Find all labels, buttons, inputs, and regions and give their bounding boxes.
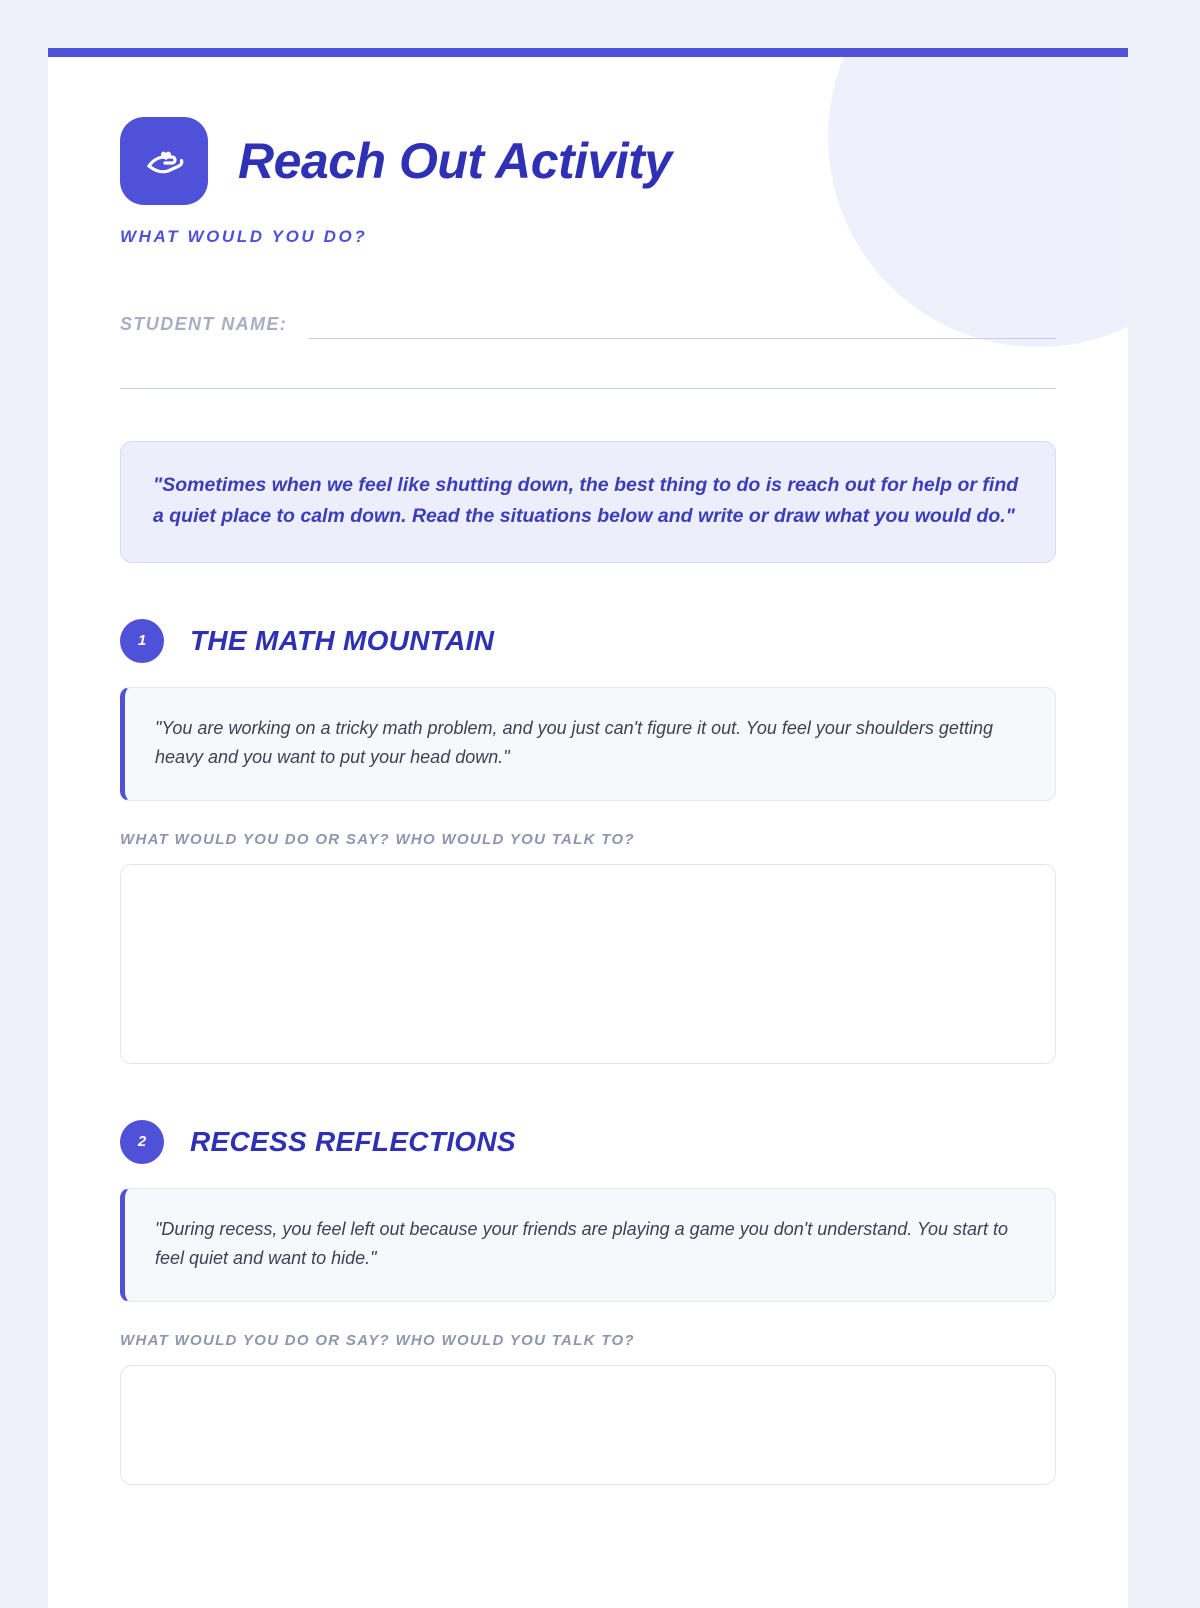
section-1-title: THE MATH MOUNTAIN [190,624,495,656]
page-title: Reach Out Activity [238,133,672,189]
student-name-input[interactable] [309,309,1056,339]
section-1-header [120,619,1056,663]
section-2-number-badge: 2 [120,1120,164,1164]
page-subtitle: WHAT WOULD YOU DO? [120,227,368,246]
section-2-scenario-text: "During recess, you feel left out because your friends are playing a game you don't understand. You start to feel quiet and want to hide." [155,1218,1009,1269]
scenario-section-1 [120,619,1056,1064]
section-1-answer-input[interactable] [120,864,1056,1064]
section-2-title: RECESS REFLECTIONS [190,1125,516,1157]
hand-heart-icon [120,117,208,205]
student-name-block [120,309,1056,389]
worksheet-content [48,57,1128,1485]
intro-text: "Sometimes when we feel like shutting down, the best thing to do is reach out for help or find a quiet place to calm down. Read the situations below and write or draw what you would do." [153,474,1019,527]
section-2-prompt-label: WHAT WOULD YOU DO OR SAY? WHO WOULD YOU TALK TO? [120,1332,635,1350]
section-1-scenario-box [120,687,1056,801]
worksheet-page [48,48,1128,1608]
student-name-input-second-line[interactable] [120,363,1056,389]
section-1-scenario-text: "You are working on a tricky math problem, and you just can't figure it out. You feel your shoulders getting heavy and you want to put your head down." [155,717,993,767]
student-name-label: STUDENT NAME: [120,314,288,334]
intro-callout [120,441,1056,563]
section-1-prompt-label: WHAT WOULD YOU DO OR SAY? WHO WOULD YOU TALK TO? [120,830,635,848]
section-1-number-badge: 1 [120,619,164,663]
section-2-header [120,1120,1056,1164]
scenario-section-2 [120,1120,1056,1485]
document-header [120,117,1056,205]
title-group [238,133,672,189]
section-2-answer-input[interactable] [120,1365,1056,1485]
section-2-scenario-box [120,1188,1056,1302]
